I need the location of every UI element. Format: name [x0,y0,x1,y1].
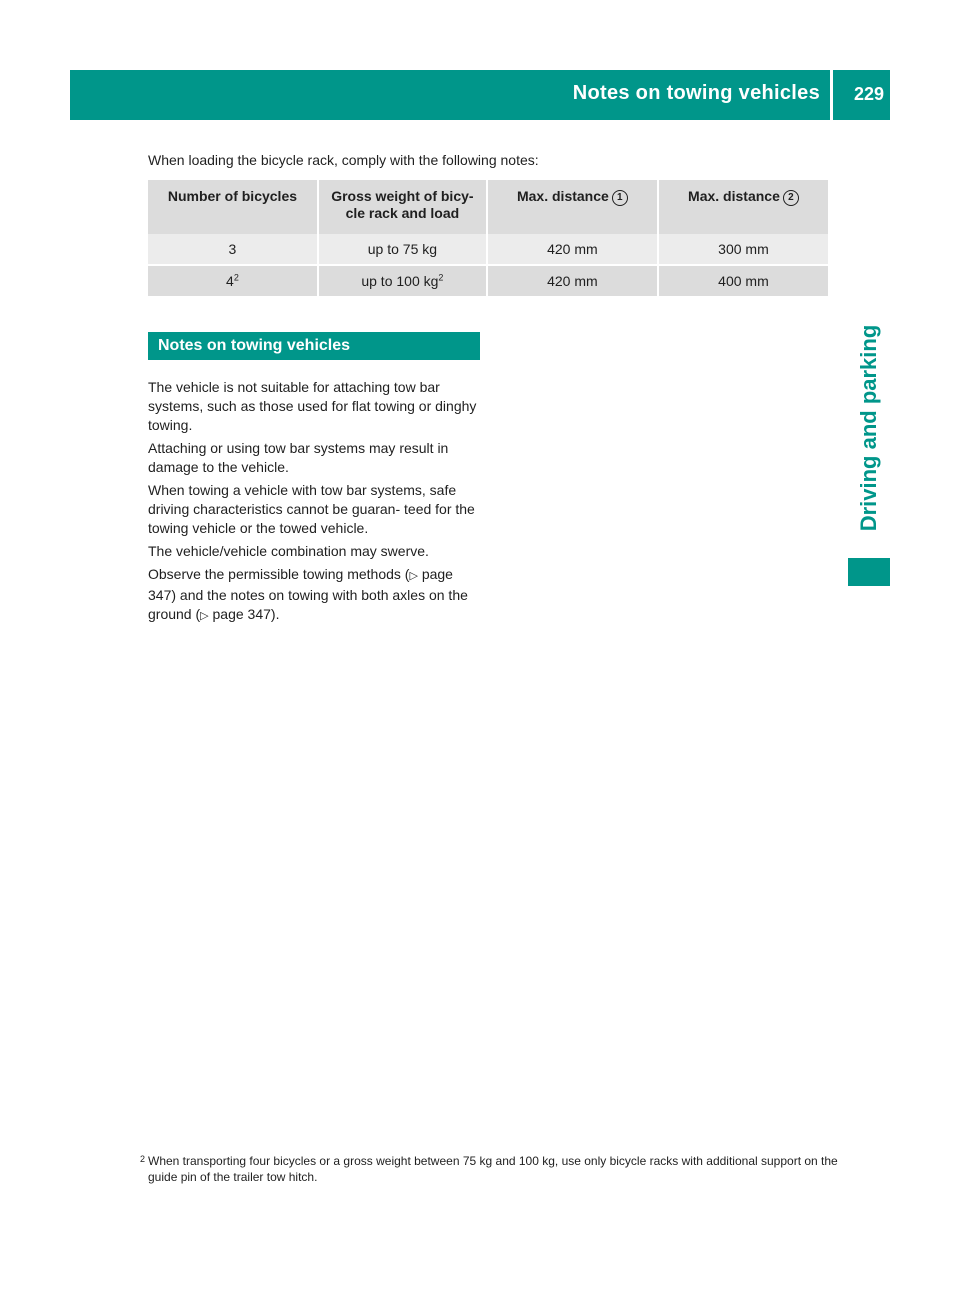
side-tab-marker [848,558,890,586]
footnote-text: When transporting four bicycles or a gross weight between 75 kg and 100 kg, use only bicycle racks with additional support on the guide pin of the trailer tow hitch. [148,1154,838,1184]
table-cell: 420 mm [488,234,657,264]
side-tab-text: Driving and parking [856,324,881,532]
paragraph: When towing a vehicle with tow bar systems, safe driving characteristics cannot be guaran- teed for the towing vehicle or the towed vehicle. [148,482,475,536]
section-body [148,378,484,630]
table-cell: 3 [148,234,317,264]
header-title: Notes on towing vehicles [572,82,820,104]
footnote-ref: 2 [438,272,444,283]
table-cell: up to 75 kg [319,234,486,264]
paragraph: The vehicle/vehicle combination may swerve. [148,543,429,559]
table-row [148,266,828,296]
footnote-number: 2 [140,1154,146,1164]
header-divider [830,70,833,120]
page-ref-arrow-icon: ▷ [200,610,209,622]
header-cell: Number of bicycles [148,180,317,234]
footnote-ref: 2 [233,272,239,283]
header-bar [70,70,890,120]
page-ref-link[interactable]: page 347 [212,606,271,622]
bicycle-rack-table [146,180,830,296]
paragraph: Observe the permissible towing methods (▷ page 347) and the notes on towing with both axles on the ground (▷ page 347). [148,566,468,622]
marker-1-icon: 1 [612,190,628,206]
intro-text: When loading the bicycle rack, comply with the following notes: [148,152,539,168]
table-cell: up to 100 $kg^2$ [319,266,486,296]
table-cell: $4^2$ [148,266,317,296]
table-cell: 420 mm [488,266,657,296]
table-cell: 400 mm [659,266,828,296]
header-cell: Max. distance 2 [659,180,828,234]
section-title: Notes on towing vehicles [158,337,351,354]
side-tab-label [848,308,890,548]
page-ref-arrow-icon: ▷ [409,570,418,582]
table-cell: 300 mm [659,234,828,264]
table-row [148,234,828,264]
marker-2-icon: 2 [783,190,799,206]
table-header-row [148,180,828,234]
header-cell: Gross weight of bicy- cle rack and load [319,180,486,234]
page-number: 229 [853,84,884,104]
page-ref-link[interactable]: page 347 [148,566,453,603]
section-heading [148,332,480,360]
header-cell: Max. distance 1 [488,180,657,234]
footnote [140,1153,838,1185]
paragraph: Attaching or using tow bar systems may result in damage to the vehicle. [148,440,449,475]
paragraph: The vehicle is not suitable for attaching tow bar systems, such as those used for flat towing or dinghy towing. [148,379,477,433]
